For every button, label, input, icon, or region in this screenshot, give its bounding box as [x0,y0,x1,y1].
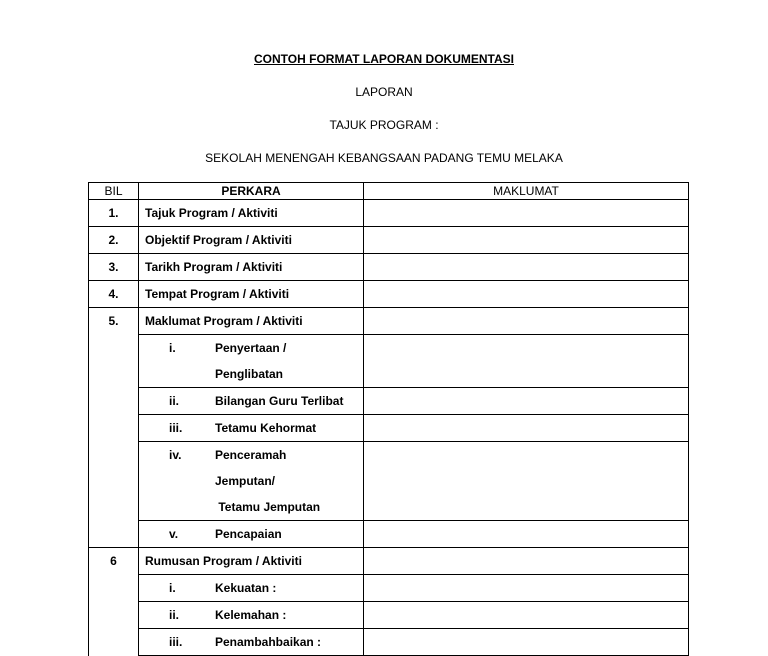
row-value-cell[interactable] [364,281,689,308]
header-bil: BIL [89,183,139,200]
sub-item [139,415,364,442]
sub-item-number: ii. [169,608,180,622]
row-value-cell[interactable] [364,442,689,521]
row-number: 4. [89,281,139,308]
table-row [89,308,689,335]
row-number: 2. [89,227,139,254]
sub-item-number: i. [169,581,176,595]
sub-item-number: i. [169,341,176,355]
table-row [89,575,689,602]
row-value-cell[interactable] [364,629,689,656]
row-value-cell[interactable] [364,254,689,281]
sub-item-label: Penyertaan / [215,341,287,355]
sub-item-label: Bilangan Guru Terlibat [215,394,344,408]
row-item: Maklumat Program / Aktiviti [139,308,364,335]
row-item: Objektif Program / Aktiviti [139,227,364,254]
sub-item-label: Tetamu Jemputan [215,500,321,514]
row-value-cell[interactable] [364,227,689,254]
sub-item-label: Tetamu Kehormat [215,421,317,435]
sub-item [139,602,364,629]
sub-item [139,388,364,415]
row-item: Tajuk Program / Aktiviti [139,200,364,227]
sub-item [139,335,364,388]
row-value-cell[interactable] [364,575,689,602]
sub-item-label: Jemputan/ [215,474,276,488]
sub-item [139,442,364,521]
row-number: 3. [89,254,139,281]
sub-item-label: Penglibatan [215,367,284,381]
row-value-cell[interactable] [364,415,689,442]
table-row [89,200,689,227]
row-value-cell[interactable] [364,548,689,575]
sub-item-number: iii. [169,635,183,649]
row-item: Rumusan Program / Aktiviti [139,548,364,575]
row-item: Tarikh Program / Aktiviti [139,254,364,281]
row-value-cell[interactable] [364,602,689,629]
row-number: 6 [89,548,139,656]
sub-item-label: Kekuatan : [215,581,277,595]
row-number: 1. [89,200,139,227]
table-row [89,415,689,442]
program-title-label: TAJUK PROGRAM : [329,118,439,132]
sub-item-label: Penceramah [215,448,287,462]
table-row [89,227,689,254]
table-row [89,521,689,548]
row-value-cell[interactable] [364,521,689,548]
table-row [89,388,689,415]
table-row [89,548,689,575]
sub-item [139,521,364,548]
sub-item-label: Pencapaian [215,527,282,541]
table-header-row [89,183,689,200]
sub-item-number: iii. [169,421,183,435]
sub-item [139,629,364,656]
sub-item-label: Kelemahan : [215,608,287,622]
table-row [89,254,689,281]
sub-item-number: v. [169,527,179,541]
table-row [89,281,689,308]
row-value-cell[interactable] [364,308,689,335]
header-perkara: PERKARA [139,183,364,200]
document-title: CONTOH FORMAT LAPORAN DOKUMENTASI [254,52,514,66]
sub-item-number: iv. [169,448,182,462]
header-maklumat: MAKLUMAT [364,183,689,200]
row-number: 5. [89,308,139,548]
report-table [88,182,689,656]
row-value-cell[interactable] [364,388,689,415]
row-value-cell[interactable] [364,335,689,388]
sub-item [139,575,364,602]
school-name: SEKOLAH MENENGAH KEBANGSAAN PADANG TEMU MELAKA [205,151,563,165]
table-row [89,629,689,656]
table-row [89,335,689,388]
sub-item-label: Penambahbaikan : [215,635,322,649]
row-item: Tempat Program / Aktiviti [139,281,364,308]
report-label: LAPORAN [355,85,413,99]
sub-item-number: ii. [169,394,180,408]
table-row [89,602,689,629]
table-row [89,442,689,521]
row-value-cell[interactable] [364,200,689,227]
